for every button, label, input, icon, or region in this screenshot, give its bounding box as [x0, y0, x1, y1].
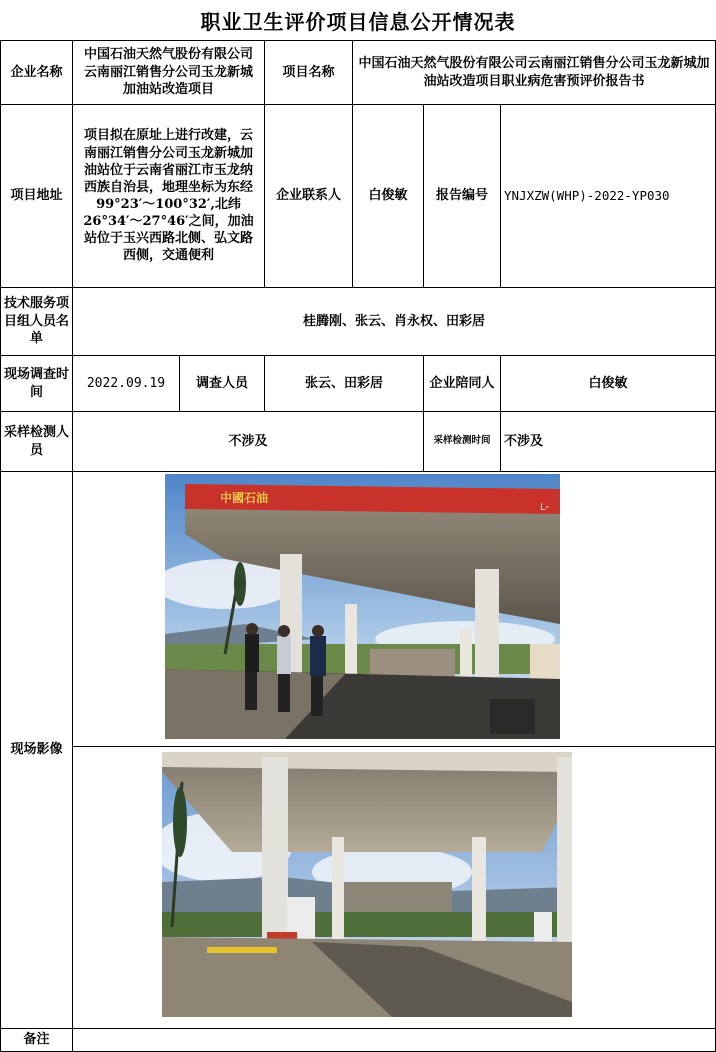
survey-time-value: 2022.09.19	[86, 375, 166, 391]
report-no-value: YNJXZW(WHP)-2022-YP030	[504, 187, 670, 203]
remarks-label: 备注	[23, 1032, 50, 1048]
sampling-staff-value: 不涉及	[228, 433, 268, 449]
company-name-label: 企业名称	[10, 64, 63, 80]
sampling-time-value: 不涉及	[504, 433, 544, 449]
sampling-time-label: 采样检测时间	[433, 435, 491, 447]
investigators-value: 张云、田彩居	[304, 375, 383, 391]
site-photos-label: 现场影像	[10, 742, 63, 758]
row-divider	[0, 471, 716, 472]
sampling-staff-label: 采样检测人员	[4, 424, 70, 458]
page-title: 职业卫生评价项目信息公开情况表	[200, 9, 516, 34]
investigators-label: 调查人员	[195, 375, 248, 391]
project-address-label: 项目地址	[10, 188, 63, 204]
contact-person-value: 白俊敏	[368, 188, 408, 204]
site-photo-1	[165, 474, 560, 739]
project-name-label: 项目名称	[282, 64, 335, 80]
photo-sign-side: L-	[540, 502, 550, 513]
company-name-value: 中国石油天然气股份有限公司云南丽江销售分公司玉龙新城加油站改造项目	[83, 47, 253, 98]
escort-label: 企业陪同人	[429, 375, 495, 391]
site-photo-2	[162, 752, 572, 1017]
remarks-value	[73, 1029, 715, 1051]
report-no-label: 报告编号	[435, 188, 488, 204]
team-members-label: 技术服务项目组人员名单	[4, 296, 70, 347]
row-divider	[72, 746, 716, 747]
contact-person-label: 企业联系人	[275, 188, 341, 204]
team-members-value: 桂腾刚、张云、肖永权、田彩居	[302, 313, 485, 329]
escort-value: 白俊敏	[588, 375, 628, 391]
survey-time-label: 现场调查时间	[4, 366, 70, 400]
project-address-value: 项目拟在原址上进行改建，云南丽江销售分公司玉龙新城加油站位于云南省丽江市玉龙纳西族自治县，地理坐标为东经99°23′～100°32′,北纬26°34′～27°46′之间，加油站位于玉兴西路北侧、弘文路西侧，交通便利	[83, 128, 254, 264]
photo-sign-text: 中國石油	[220, 491, 269, 505]
project-name-value: 中国石油天然气股份有限公司云南丽江销售分公司玉龙新城加油站改造项目职业病危害预评价报告书	[358, 55, 710, 89]
